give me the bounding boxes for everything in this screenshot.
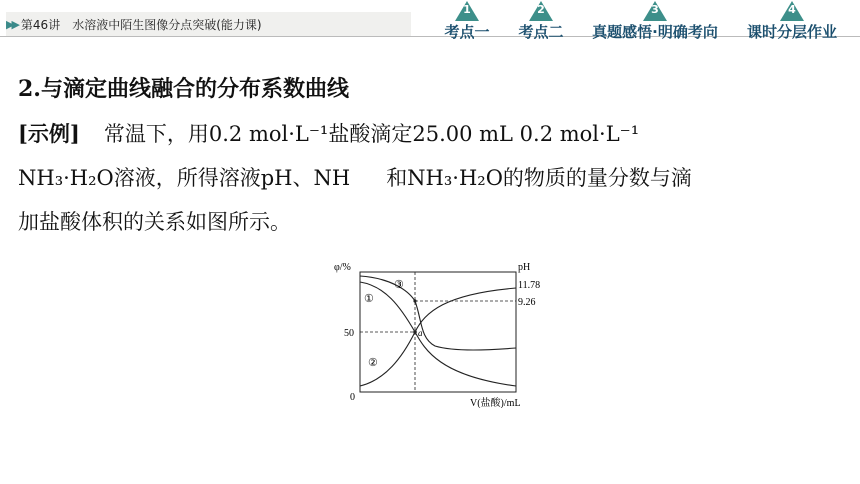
tab-label: 考点一 [444,23,490,41]
header-divider [0,36,860,37]
figure-svg [330,258,570,408]
line-2b-text: 和NH₃·H₂O的物质的量分数与滴 [386,166,692,190]
paragraph-line-3: 加盐酸体积的关系如图所示。 [18,210,291,234]
ph-tick-mid: 9.26 [518,297,536,308]
line-1-text: 常温下，用0.2 mol·L⁻¹盐酸滴定25.00 mL 0.2 mol·L⁻¹ [103,122,640,146]
tab-kaodian-2[interactable] [506,0,576,46]
curve-3 [360,276,516,350]
lesson-title: 水溶液中陌生图像分点突破(能力课) [72,17,262,32]
tab-label: 考点二 [518,23,564,41]
tab-marker-icon: 4 [779,0,805,22]
tab-marker-icon: 3 [642,0,668,22]
x-axis-label: V(盐酸)/mL [470,398,521,408]
tab-kaodian-1[interactable] [432,0,502,46]
section-heading: 2.与滴定曲线融合的分布系数曲线 [18,76,349,102]
left-axis-label: φ/% [334,262,351,273]
curve-2 [360,288,516,386]
curve-label-2: ② [368,357,378,369]
tab-label: 课时分层作业 [746,23,837,41]
tab-zhenti[interactable] [582,0,728,46]
distribution-figure [330,258,570,408]
tab-marker-icon: 1 [454,0,480,22]
paragraph-line-1 [18,112,848,156]
header-bar [0,0,860,46]
example-tag: [示例] [18,121,80,146]
example-paragraph [18,112,848,244]
tab-marker-icon: 2 [528,0,554,22]
lesson-banner [6,12,411,36]
point-a [413,330,417,334]
right-axis-label: pH [518,262,531,273]
curve-1 [360,282,516,386]
point-ph [413,299,416,302]
ph-tick-high: 11.78 [518,280,541,291]
tab-homework[interactable] [736,0,848,46]
lesson-number: 第46讲 [20,17,61,32]
line-2a-text: NH₃·H₂O溶液，所得溶液pH、NH [18,166,351,190]
curve-label-1: ① [364,293,374,305]
tick-50: 50 [344,328,354,339]
paragraph-line-2 [18,156,848,200]
double-arrow-icon: ▶▶ [6,17,17,31]
point-a-label: a [418,328,423,338]
tab-label: 真题感悟·明确考向 [592,23,718,41]
curve-label-3: ③ [394,279,404,291]
origin-label: 0 [350,392,355,403]
